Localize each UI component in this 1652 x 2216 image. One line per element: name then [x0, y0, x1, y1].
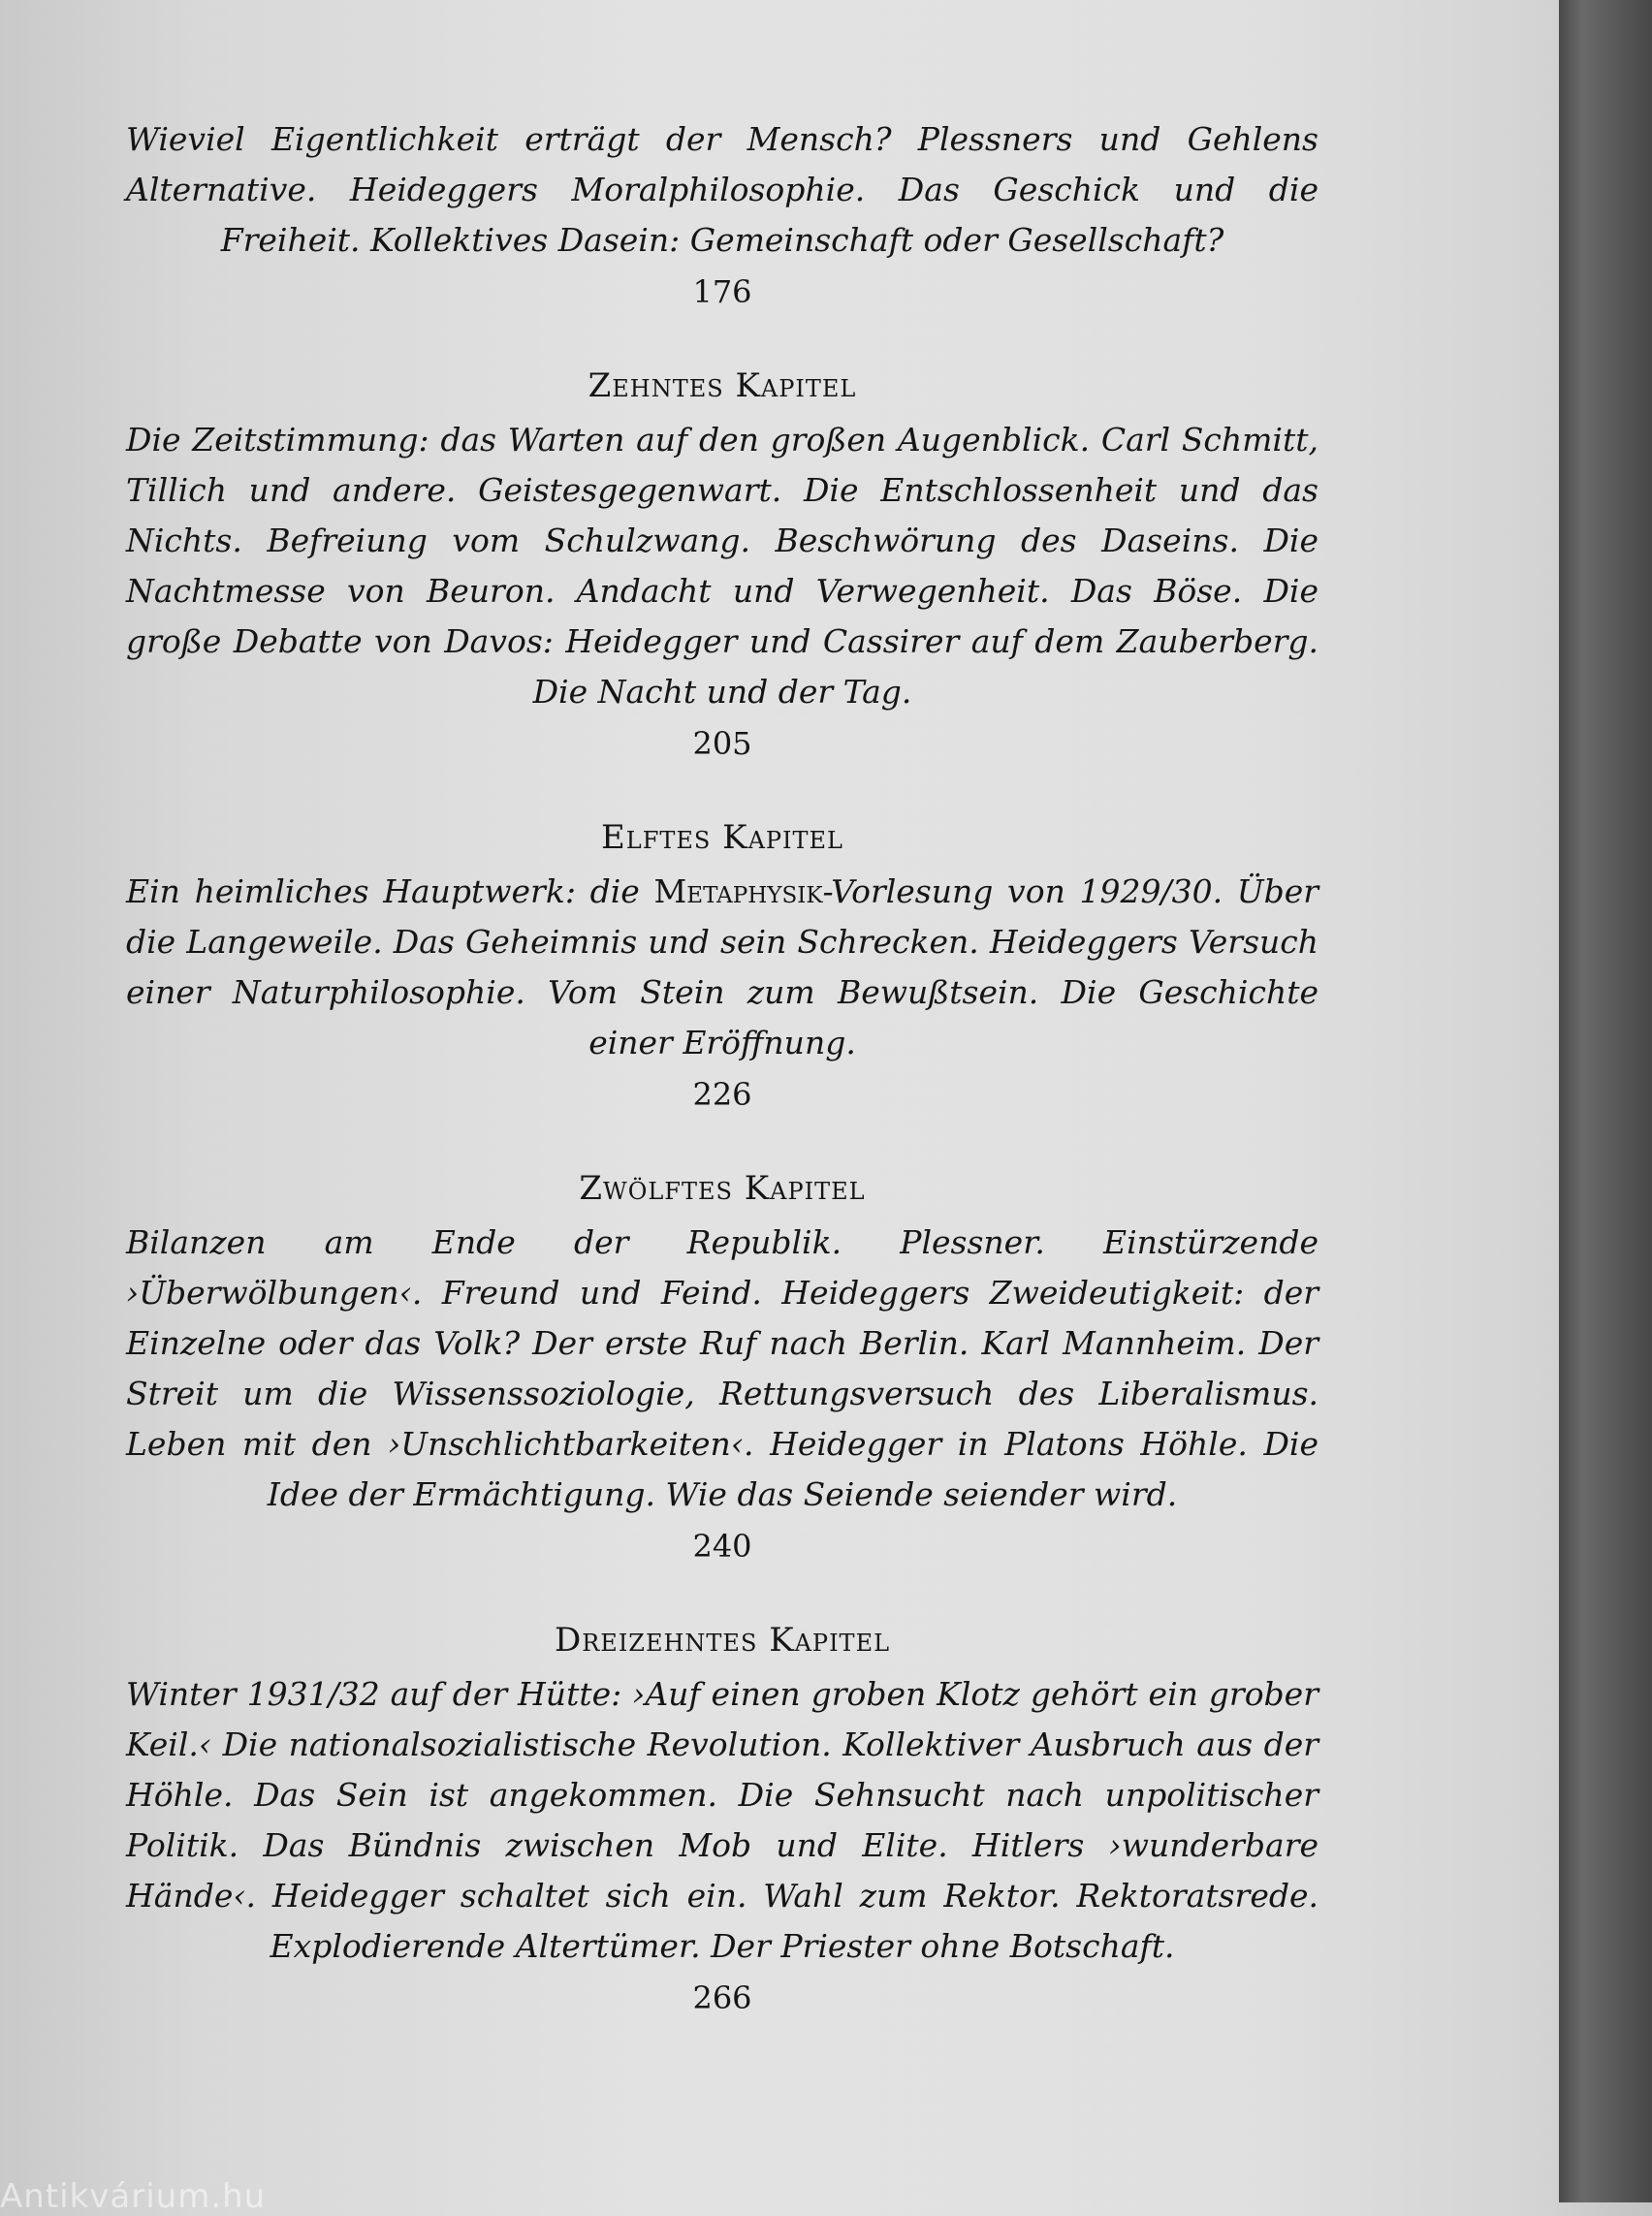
toc-entry — [126, 818, 1318, 1119]
chapter-heading: Elftes Kapitel — [600, 818, 843, 857]
toc-entry — [126, 114, 1318, 316]
chapter-description: Bilanzen am Ende der Republik. Plessner. Einstürzende ›Überwölbungen‹. Freund und Feind. Heideggers Zweideutigkeit: der Einzelne oder das Volk? Der erste Ruf nach Berlin. Karl Mannheim. Der Streit um die Wissenssoziologie, Rettungsversuch des Liberalismus. Leben mit den ›Unschlichtbarkeiten‹. Heidegger in Platons Höhle. Die Idee der Ermächtigung. Wie das Seiende seiender wird. — [126, 1223, 1318, 1513]
page-number: 205 — [692, 725, 752, 762]
chapter-heading: Zehntes Kapitel — [588, 366, 857, 405]
chapter-description: Winter 1931/32 auf der Hütte: ›Auf einen groben Klotz gehört ein grober Keil.‹ Die nationalsozialistische Revolution. Kollektiver Ausbruch aus der Höhle. Das Sein ist angekommen. Die Sehnsucht nach unpolitischer Politik. Das Bündnis zwischen Mob und Elite. Hitlers ›wunderbare Hände‹. Heidegger schaltet sich ein. Wahl zum Rektor. Rektoratsrede. Explodierende Altertümer. Der Priester ohne Botschaft. — [126, 1675, 1318, 1965]
page-edge-shadow — [1559, 0, 1652, 2202]
page-number: 226 — [692, 1076, 752, 1113]
description-text: Ein heimliches Hauptwerk: die — [126, 872, 654, 910]
page-number: 266 — [692, 1979, 752, 2016]
page-number: 240 — [692, 1528, 752, 1565]
toc-entry — [126, 366, 1318, 768]
chapter-heading: Dreizehntes Kapitel — [554, 1621, 891, 1660]
toc-entry — [126, 1169, 1318, 1570]
description-smallcaps: Metaphysik — [653, 872, 823, 910]
chapter-description: Die Zeitstimmung: das Warten auf den großen Augenblick. Carl Schmitt, Tillich und andere. Geistesgegenwart. Die Entschlossenheit und das Nichts. Befreiung vom Schulzwang. Beschwörung des Daseins. Die Nachtmesse von Beuron. Andacht und Verwegenheit. Das Böse. Die große Debatte von Davos: Heidegger und Cassirer auf dem Zauberberg. Die Nacht und der Tag. — [126, 421, 1318, 711]
watermark: Antikvárium.hu — [0, 2177, 267, 2216]
toc-entry — [126, 1621, 1318, 2022]
page-number: 176 — [692, 273, 752, 310]
chapter-heading: Zwölftes Kapitel — [579, 1169, 866, 1208]
table-of-contents — [126, 114, 1318, 2022]
chapter-description: Wieviel Eigentlichkeit erträgt der Mensch? Plessners und Gehlens Alternative. Heideggers Moralphilosophie. Das Geschick und die Freiheit. Kollektives Dasein: Gemeinschaft oder Gesellschaft? — [126, 120, 1318, 259]
description-text: -Vorlesung von 1929/30. Über die Langeweile. Das Geheimnis und sein Schrecken. Heideggers Versuch einer Naturphilosophie. Vom Stein zum Bewußtsein. Die Geschichte einer Eröffnung. — [126, 872, 1318, 1061]
chapter-description — [126, 867, 1318, 1068]
